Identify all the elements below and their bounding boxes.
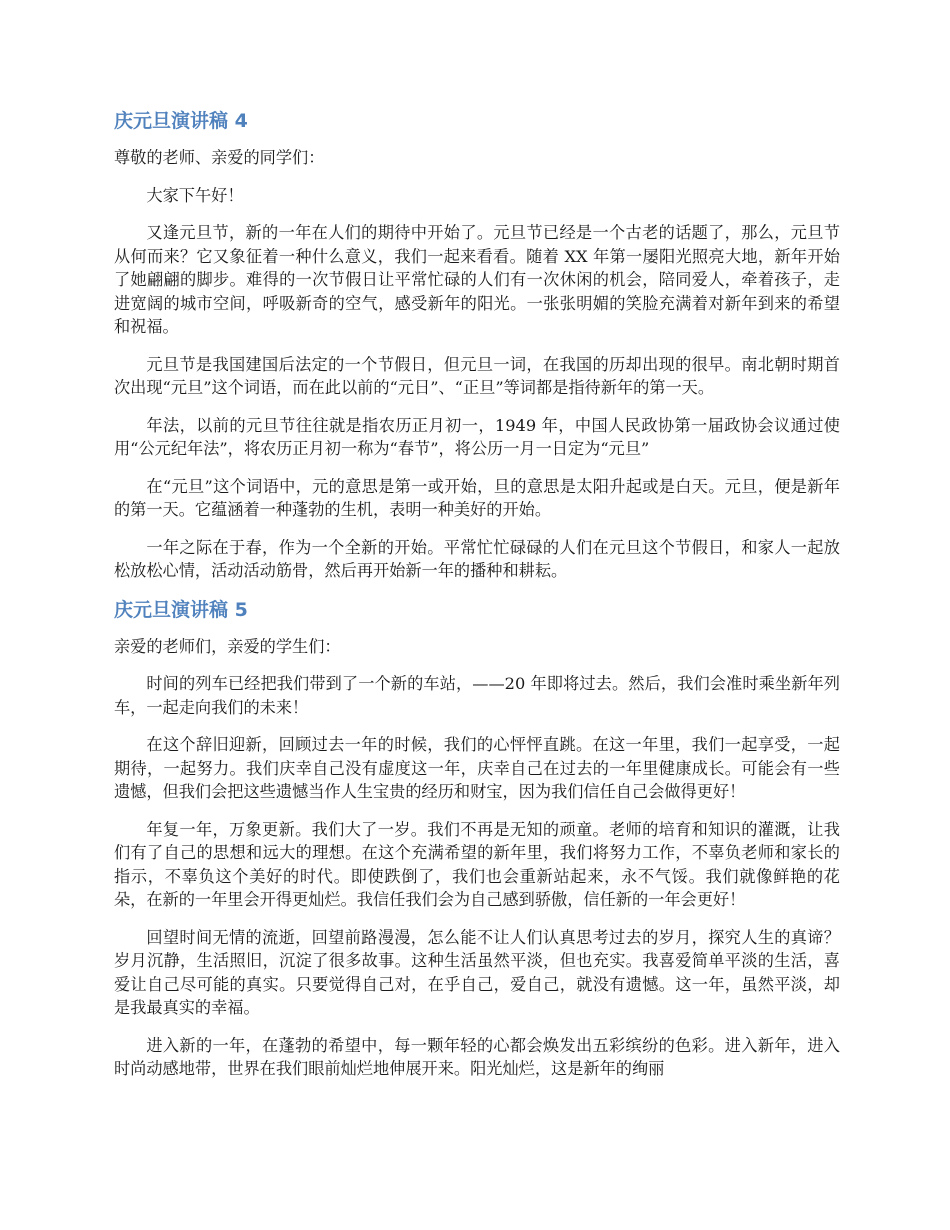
paragraph: 又逢元旦节，新的一年在人们的期待中开始了。元旦节已经是一个古老的话题了，那么，元旦节从何而来？它又象征着一种什么意义，我们一起来看看。随着 XX 年第一屡阳光照亮大地，新年开始了她翩翩的脚步。难得的一次节假日让平常忙碌的人们有一次休闲的机会，陪同爱人，牵着孩子，走进宽阔的城市空间，呼吸新奇的空气，感受新年的阳光。一张张明媚的笑脸充满着对新年到来的希望和祝福。 — [114, 223, 840, 336]
salutation: 尊敬的老师、亲爱的同学们： — [114, 148, 325, 167]
document-page — [114, 108, 840, 1095]
paragraph: 年复一年，万象更新。我们大了一岁。我们不再是无知的顽童。老师的培育和知识的灌溉，让我们有了自己的思想和远大的理想。在这个充满希望的新年里，我们将努力工作，不辜负老师和家长的指示，不辜负这个美好的时代。即使跌倒了，我们也会重新站起来，永不气馁。我们就像鲜艳的花朵，在新的一年里会开得更灿烂。我信任我们会为自己感到骄傲，信任新的一年会更好！ — [114, 819, 840, 909]
paragraph: 回望时间无情的流逝，回望前路漫漫，怎么能不让人们认真思考过去的岁月，探究人生的真谛？岁月沉静，生活照旧，沉淀了很多故事。这种生活虽然平淡，但也充实。我喜爱简单平淡的生活，喜爱让自己尽可能的真实。只要觉得自己对，在乎自己，爱自己，就没有遗憾。这一年，虽然平淡，却是我最真实的幸福。 — [114, 927, 840, 1017]
paragraph: 在“元旦”这个词语中，元的意思是第一或开始，旦的意思是太阳升起或是白天。元旦，便是新年的第一天。它蕴涵着一种蓬勃的生机，表明一种美好的开始。 — [114, 476, 840, 519]
section-heading-4: 庆元旦演讲稿 4 — [114, 110, 248, 132]
section-heading-5: 庆元旦演讲稿 5 — [114, 598, 248, 621]
paragraph: 大家下午好！ — [146, 185, 244, 205]
paragraph: 进入新的一年，在蓬勃的希望中，每一颗年轻的心都会焕发出五彩缤纷的色彩。进入新年，进入时尚动感地带，世界在我们眼前灿烂地伸展开来。阳光灿烂，这是新年的绚丽 — [114, 1035, 840, 1078]
paragraph: 年法，以前的元旦节往往就是指农历正月初一，1949 年，中国人民政协第一届政协会议通过使用“公元纪年法”，将农历正月初一称为“春节”，将公历一月一日定为“元旦” — [114, 415, 840, 458]
salutation: 亲爱的老师们，亲爱的学生们： — [114, 636, 341, 656]
paragraph: 在这个辞旧迎新，回顾过去一年的时候，我们的心怦怦直跳。在这一年里，我们一起享受，一起期待，一起努力。我们庆幸自己没有虚度这一年，庆幸自己在过去的一年里健康成长。可能会有一些遗憾，但我们会把这些遗憾当作人生宝贵的经历和财宝，因为我们信任自己会做得更好！ — [114, 735, 840, 801]
paragraph: 元旦节是我国建国后法定的一个节假日，但元旦一词，在我国的历却出现的很早。南北朝时期首次出现“元旦”这个词语，而在此以前的“元日”、“正旦”等词都是指待新年的第一天。 — [114, 354, 840, 397]
paragraph: 一年之际在于春，作为一个全新的开始。平常忙忙碌碌的人们在元旦这个节假日，和家人一起放松放松心情，活动活动筋骨，然后再开始新一年的播种和耕耘。 — [114, 537, 840, 580]
paragraph: 时间的列车已经把我们带到了一个新的车站，——20 年即将过去。然后，我们会准时乘坐新年列车，一起走向我们的未来！ — [114, 674, 840, 717]
